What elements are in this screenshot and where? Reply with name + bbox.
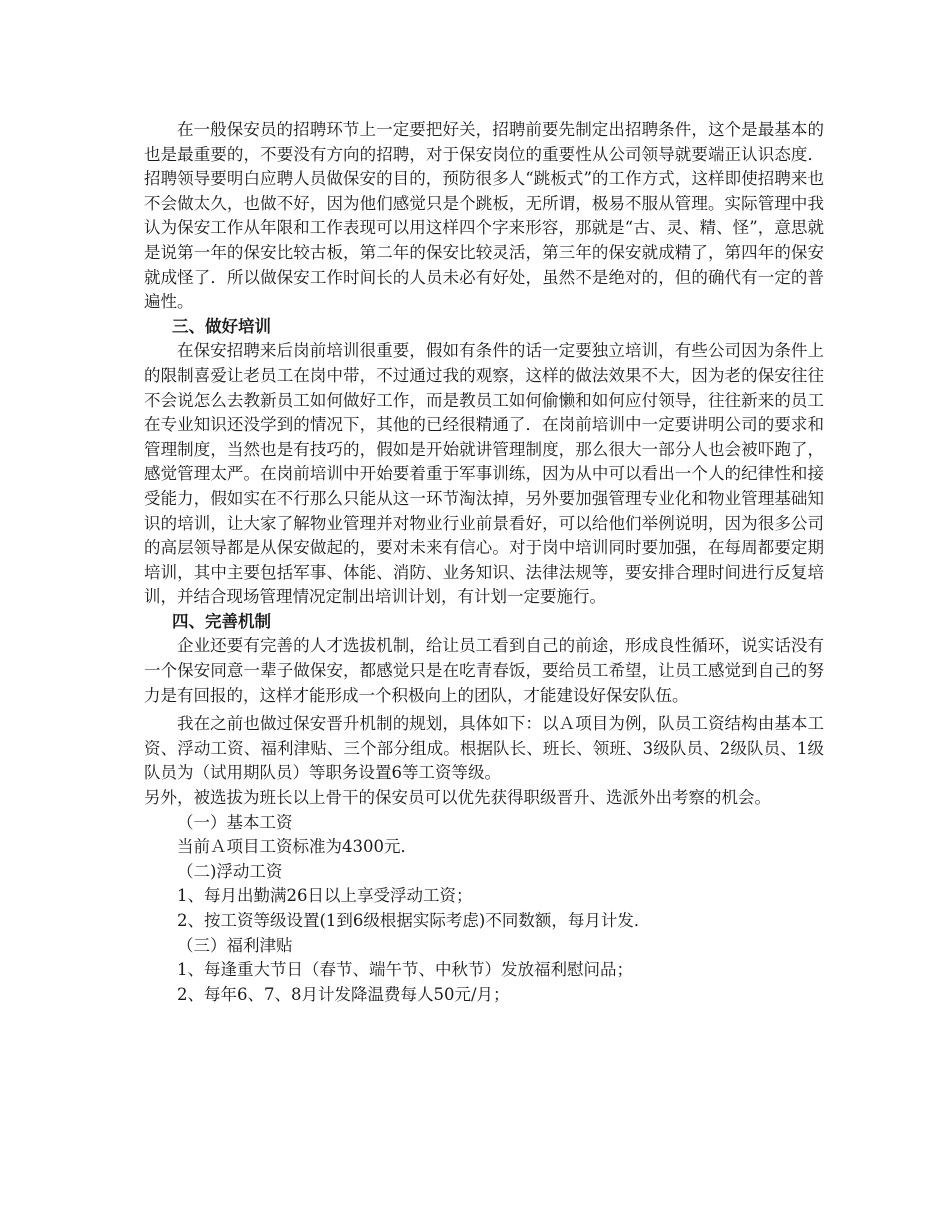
list-item-base-salary: 当前Ａ项目工资标准为4300元． (177, 837, 417, 857)
list-item-floating-1: 1、每月出勤满26日以上享受浮动工资； (177, 886, 473, 906)
heading-mechanism: 四、完善机制 (172, 611, 271, 631)
paragraph-mechanism: 企业还要有完善的人才选拔机制，给让员工看到自己的前途，形成良性循环，说实话没有一个保安同意一辈子做保安，都感觉只是在吃青春饭，要给员工希望，让员工感觉到自己的努力是有回报的，这样才能形成一个积极向上的团队，才能建设好保安队伍。 (144, 636, 824, 705)
paragraph-training: 在保安招聘来后岗前培训很重要，假如有条件的话一定要独立培训，有些公司因为条件上的限制喜爱让老员工在岗中带，不过通过我的观察，这样的做法效果不大，因为老的保安往往不会说怎么去教新员工如何做好工作，而是教员工如何偷懒和如何应付领导，往往新来的员工在专业知识还没学到的情况下，其他的已经很精通了．在岗前培训中一定要讲明公司的要求和管理制度，当然也是有技巧的，假如是开始就讲管理制度，那么很大一部分人也会被吓跑了，感觉管理太严。在岗前培训中开始要着重于军事训练，因为从中可以看出一个人的纪律性和接受能力，假如实在不行那么只能从这一环节淘汰掉，另外要加强管理专业化和物业管理基础知识的培训，让大家了解物业管理并对物业行业前景看好，可以给他们举例说明，因为很多公司的高层领导都是从保安做起的，要对未来有信心。对于岗中培训同时要加强，在每周都要定期培训，其中主要包括军事、体能、消防、业务知识、法律法规等，要安排合理时间进行反复培训，并结合现场管理情况定制出培训计划，有计划一定要施行。 (144, 341, 824, 607)
list-item-welfare-1: 1、每逢重大节日（春节、端午节、中秋节）发放福利慰问品； (177, 960, 633, 980)
heading-training: 三、做好培训 (172, 316, 271, 336)
list-item-welfare-2: 2、每年6、7、8月计发降温费每人50元/月； (177, 984, 510, 1004)
paragraph-recruitment: 在一般保安员的招聘环节上一定要把好关，招聘前要先制定出招聘条件，这个是最基本的也是最重要的，不要没有方向的招聘，对于保安岗位的重要性从公司领导就要端正认识态度．招聘领导要明白应聘人员做保安的目的，预防很多人“跳板式”的工作方式，这样即使招聘来也不会做太久，也做不好，因为他们感觉只是个跳板，无所谓，极易不服从管理。实际管理中我认为保安工作从年限和工作表现可以用这样四个字来形容，那就是“古、灵、精、怪”，意思就是说第一年的保安比较古板，第二年的保安比较灵活，第三年的保安就成精了，第四年的保安就成怪了．所以做保安工作时间长的人员未必有好处，虽然不是绝对的，但的确代有一定的普遍性。 (144, 120, 824, 312)
paragraph-additional: 另外，被选拔为班长以上骨干的保安员可以优先获得职级晋升、选派外出考察的机会。 (144, 788, 771, 808)
list-heading-floating-salary: （二)浮动工资 (177, 861, 283, 881)
document-page (144, 118, 824, 1007)
paragraph-promotion-plan: 我在之前也做过保安晋升机制的规划，具体如下：以Ａ项目为例，队员工资结构由基本工资、浮动工资、福利津贴、三个部分组成。根据队长、班长、领班、3级队员、2级队员、1级队员为（试用期队员）等职务设置6等工资等级。 (144, 714, 824, 783)
list-heading-welfare: （三）福利津贴 (177, 935, 293, 955)
list-heading-base-salary: （一）基本工资 (177, 812, 293, 832)
list-item-floating-2: 2、按工资等级设置(1到6级根据实际考虑)不同数额，每月计发． (177, 911, 651, 930)
